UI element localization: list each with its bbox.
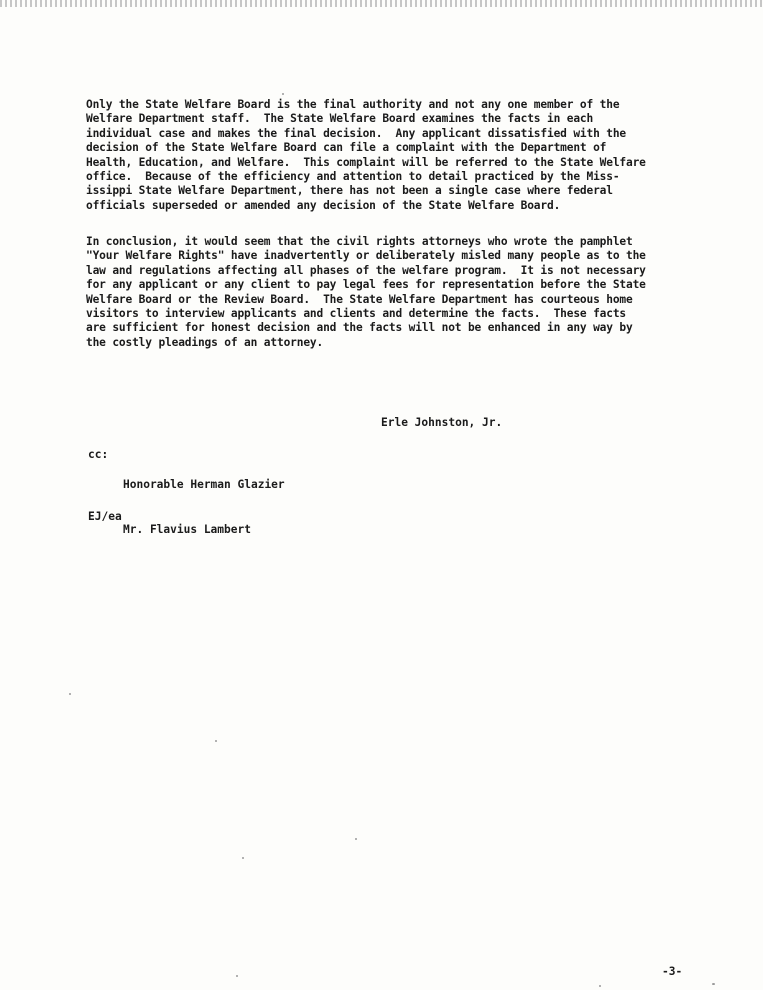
scan-speck	[599, 985, 601, 987]
text-line: office. Because of the efficiency and attention to detail practiced by the Miss-	[86, 170, 620, 184]
signature: Erle Johnston, Jr.	[381, 416, 503, 429]
scan-speck	[236, 975, 238, 977]
paragraph-conclusion	[86, 235, 726, 350]
cc-recipients	[123, 447, 285, 567]
text-line: Welfare Board or the Review Board. The State Welfare Department has courteous home	[86, 292, 633, 306]
paragraph-state-welfare-board	[86, 98, 726, 213]
cc-recipient: Honorable Herman Glazier	[123, 478, 285, 491]
text-line: the costly pleadings of an attorney.	[86, 335, 324, 349]
text-line: for any applicant or any client to pay legal fees for representation before the State	[86, 278, 646, 292]
scan-speck	[712, 983, 715, 985]
text-line: Health, Education, and Welfare. This complaint will be referred to the State Welfare	[86, 155, 646, 169]
scan-speck	[242, 857, 244, 859]
text-line: Only the State Welfare Board is the final authority and not any one member of the	[86, 98, 620, 111]
text-line: In conclusion, it would seem that the civil rights attorneys who wrote the pamphlet	[86, 235, 633, 248]
scan-speck	[282, 93, 284, 95]
text-line: individual case and makes the final decision. Any applicant dissatisfied with the	[86, 126, 627, 140]
scan-speck	[69, 693, 71, 695]
page-number: -3-	[662, 965, 683, 978]
text-line: visitors to interview applicants and clients and determine the facts. These facts	[86, 307, 627, 321]
text-line: decision of the State Welfare Board can file a complaint with the Department of	[86, 141, 607, 155]
cc-label: cc:	[88, 448, 109, 461]
cc-recipient: Mr. Flavius Lambert	[123, 523, 251, 536]
scan-speck	[355, 838, 357, 840]
text-line: are sufficient for honest decision and the facts will not be enhanced in any way by	[86, 321, 633, 335]
text-line: officials superseded or amended any decision of the State Welfare Board.	[86, 198, 561, 212]
text-line: "Your Welfare Rights" have inadvertently or deliberately misled many people as to the	[86, 249, 646, 263]
scan-speck	[215, 740, 217, 742]
text-line: Welfare Department staff. The State Welfare Board examines the facts in each	[86, 112, 594, 126]
typist-initials: EJ/ea	[88, 510, 122, 523]
text-line: issippi State Welfare Department, there has not been a single case where federal	[86, 184, 613, 198]
text-line: law and regulations affecting all phases of the welfare program. It is not necessary	[86, 263, 646, 277]
